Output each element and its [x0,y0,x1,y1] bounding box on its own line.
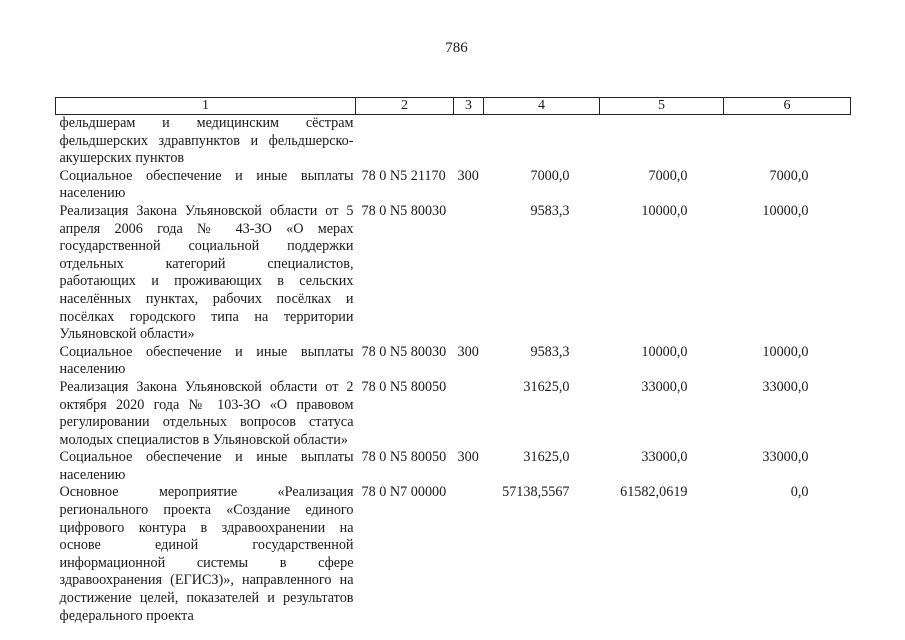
row-code: 78 0 N5 80050 [361,378,447,395]
budget-table [55,97,851,625]
table-body [56,115,851,626]
row-value-col-5: 7000,0 [648,167,688,184]
row-value-col-5: 10000,0 [641,202,688,219]
row-value-col-6: 10000,0 [762,343,809,360]
row-expense-type: 300 [457,343,479,360]
row-expense-type: 300 [457,449,479,466]
row-description: Социальное обеспечение и иные выплаты населению [59,167,354,202]
row-value-col-6: 33000,0 [762,449,809,466]
row-value-col-5: 33000,0 [641,449,688,466]
row-expense-type [454,379,484,449]
row-value-col-6: 7000,0 [769,167,809,184]
table-row [56,484,851,625]
header-row [56,98,851,115]
header-col-4: 4 [484,98,600,115]
row-value-col-5 [600,115,724,168]
row-value-col-6: 10000,0 [762,202,809,219]
table-row [56,203,851,344]
row-expense-type [454,484,484,625]
row-description: Реализация Закона Ульяновской области от 5 апреля 2006 года № 43-ЗО «О мерах государственной социальной поддержки отдельных категорий специалистов, работающих и проживающих в сельских населённых пунктах, рабочих посёлках и посёлках городского типа на территории Ульяновской области» [59,202,354,343]
row-value-col-4: 9583,3 [530,202,570,219]
row-description: Основное мероприятие «Реализация регионального проекта «Создание единого цифрового контура в здравоохранении на основе единой государственной информационной системы в сфере здравоохранения (ЕГИСЗ)», направленного на достижение целей, показателей и результатов федерального проекта [59,484,354,624]
row-description: Социальное обеспечение и иные выплаты населению [59,449,354,483]
row-expense-type: 300 [457,167,479,184]
row-code: 78 0 N7 00000 [361,484,447,501]
row-value-col-5: 10000,0 [641,343,688,360]
row-code: 78 0 N5 80050 [361,449,447,466]
row-code: 78 0 N5 80030 [361,202,447,219]
row-description: Социальное обеспечение и иные выплаты населению [59,343,354,378]
row-value-col-5: 61582,0619 [620,484,688,501]
table-row [56,449,851,484]
row-value-col-4: 57138,5567 [502,484,570,501]
row-value-col-5: 33000,0 [641,378,688,395]
row-expense-type [454,115,484,168]
row-value-col-6: 0,0 [790,484,809,501]
table-row [56,115,851,168]
row-code [356,115,454,168]
header-col-2: 2 [356,98,454,115]
row-code: 78 0 N5 80030 [361,343,447,360]
header-col-5: 5 [600,98,724,115]
row-value-col-6 [724,115,851,168]
header-col-1: 1 [56,98,356,115]
table-row [56,168,851,203]
header-col-6: 6 [724,98,851,115]
table-header [56,98,851,115]
row-value-col-4: 7000,0 [530,167,570,184]
table-row [56,379,851,449]
header-col-3: 3 [454,98,484,115]
row-value-col-4 [484,115,600,168]
row-value-col-4: 31625,0 [523,378,570,395]
table-row [56,344,851,379]
row-value-col-4: 31625,0 [523,449,570,466]
row-expense-type [454,203,484,344]
page-number: 786 [445,40,468,56]
row-code: 78 0 N5 21170 [361,167,446,184]
row-description: фельдшерам и медицинским сёстрам фельдшерских здравпунктов и фельдшерско-акушерских пунктов [59,115,354,167]
row-description: Реализация Закона Ульяновской области от 2 октября 2020 года № 103-ЗО «О правовом регулировании отдельных вопросов статуса молодых специалистов в Ульяновской области» [59,378,354,448]
row-value-col-4: 9583,3 [530,343,570,360]
row-value-col-6: 33000,0 [762,378,809,395]
